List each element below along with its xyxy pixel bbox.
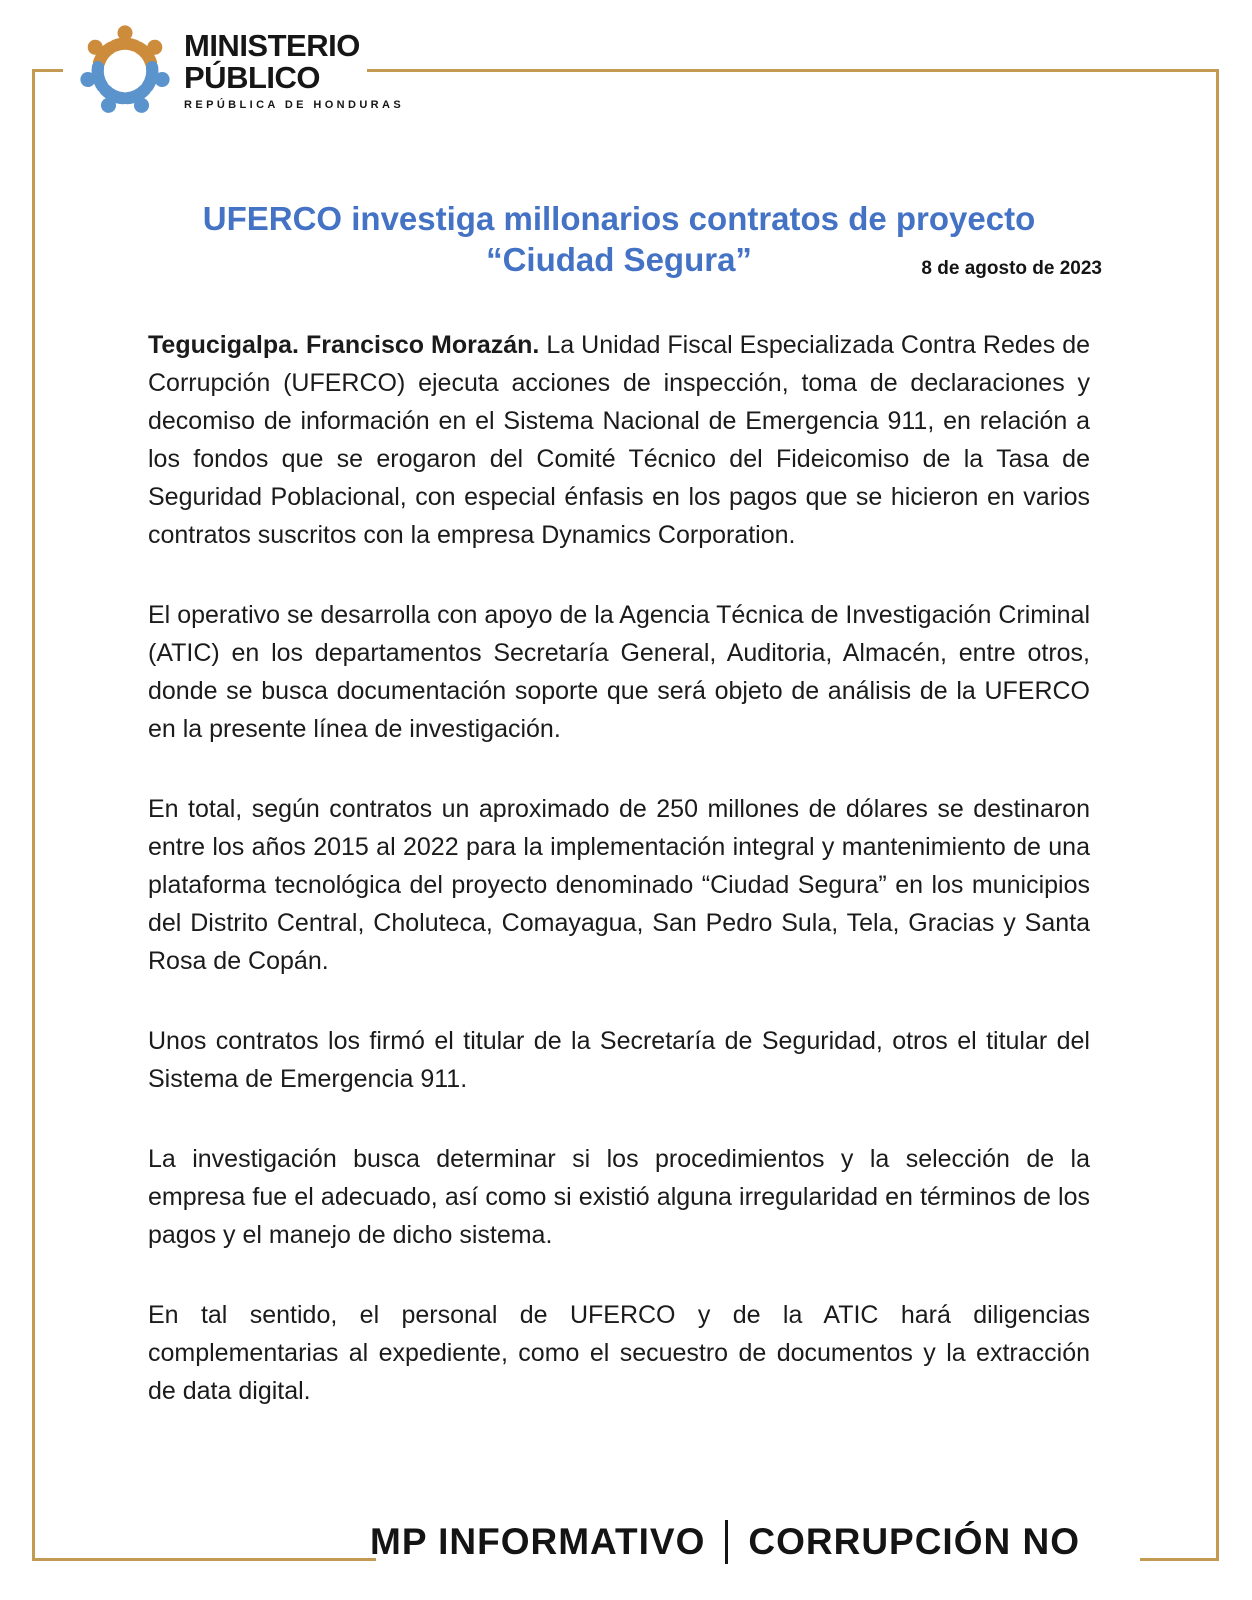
org-tagline: REPÚBLICA DE HONDURAS	[184, 99, 405, 111]
footer-right-label: CORRUPCIÓN NO	[748, 1521, 1080, 1562]
paragraph: Tegucigalpa. Francisco Morazán. La Unidad Fiscal Especializada Contra Redes de Corrupción (UFERCO) ejecuta acciones de inspección, toma de declaraciones y decomiso de información en el Sistema Nacional de Emergencia 911, en relación a los fondos que se erogaron del Comité Técnico del Fideicomiso de la Tasa de Seguridad Poblacional, con especial énfasis en los pagos que se hicieron en varios contratos suscritos con la empresa Dynamics Corporation.	[148, 331, 1090, 549]
paragraph: Unos contratos los firmó el titular de la Secretaría de Seguridad, otros el titular del Sistema de Emergencia 911.	[148, 1027, 1090, 1093]
frame-line-top	[367, 69, 1216, 72]
frame-line-left	[32, 69, 35, 1561]
footer-separator-bar	[725, 1520, 728, 1564]
paragraph: En tal sentido, el personal de UFERCO y de la ATIC hará diligencias complementarias al expediente, como el secuestro de documentos y la extracción de data digital.	[148, 1301, 1090, 1405]
ministerio-publico-logo	[78, 24, 404, 118]
frame-line-bottom-left	[32, 1558, 376, 1561]
frame-line-right	[1216, 69, 1219, 1561]
frame-line-top-stub	[32, 69, 63, 72]
paragraph: El operativo se desarrolla con apoyo de la Agencia Técnica de Investigación Criminal (ATIC) en los departamentos Secretaría General, Auditoria, Almacén, entre otros, donde se busca documentación soporte que será objeto de análisis de la UFERCO en la presente línea de investigación.	[148, 601, 1090, 743]
footer-banner	[370, 1520, 1080, 1564]
frame-line-bottom-right	[1140, 1558, 1216, 1561]
footer-left-label: MP INFORMATIVO	[370, 1521, 706, 1562]
org-name-line1: MINISTERIO	[184, 28, 360, 63]
paragraph: En total, según contratos un aproximado de 250 millones de dólares se destinaron entre los años 2015 al 2022 para la implementación integral y mantenimiento de una plataforma tecnológica del proyecto denominado “Ciudad Segura” en los municipios del Distrito Central, Choluteca, Comayagua, San Pedro Sula, Tela, Gracias y Santa Rosa de Copán.	[148, 795, 1090, 975]
paragraph: La investigación busca determinar si los procedimientos y la selección de la empresa fue el adecuado, así como si existió alguna irregularidad en términos de los pagos y el manejo de dicho sistema.	[148, 1145, 1090, 1249]
page-title-line1: UFERCO investiga millonarios contratos de proyecto	[202, 200, 1036, 238]
page-title-line2: “Ciudad Segura”	[486, 241, 752, 279]
logo-text	[184, 24, 404, 111]
article-body	[148, 326, 1090, 1452]
org-name-line2: PÚBLICO	[184, 60, 320, 95]
people-ring-icon	[78, 24, 172, 118]
paragraph-lead: Tegucigalpa. Francisco Morazán.	[148, 331, 540, 359]
release-date: 8 de agosto de 2023	[921, 258, 1102, 279]
